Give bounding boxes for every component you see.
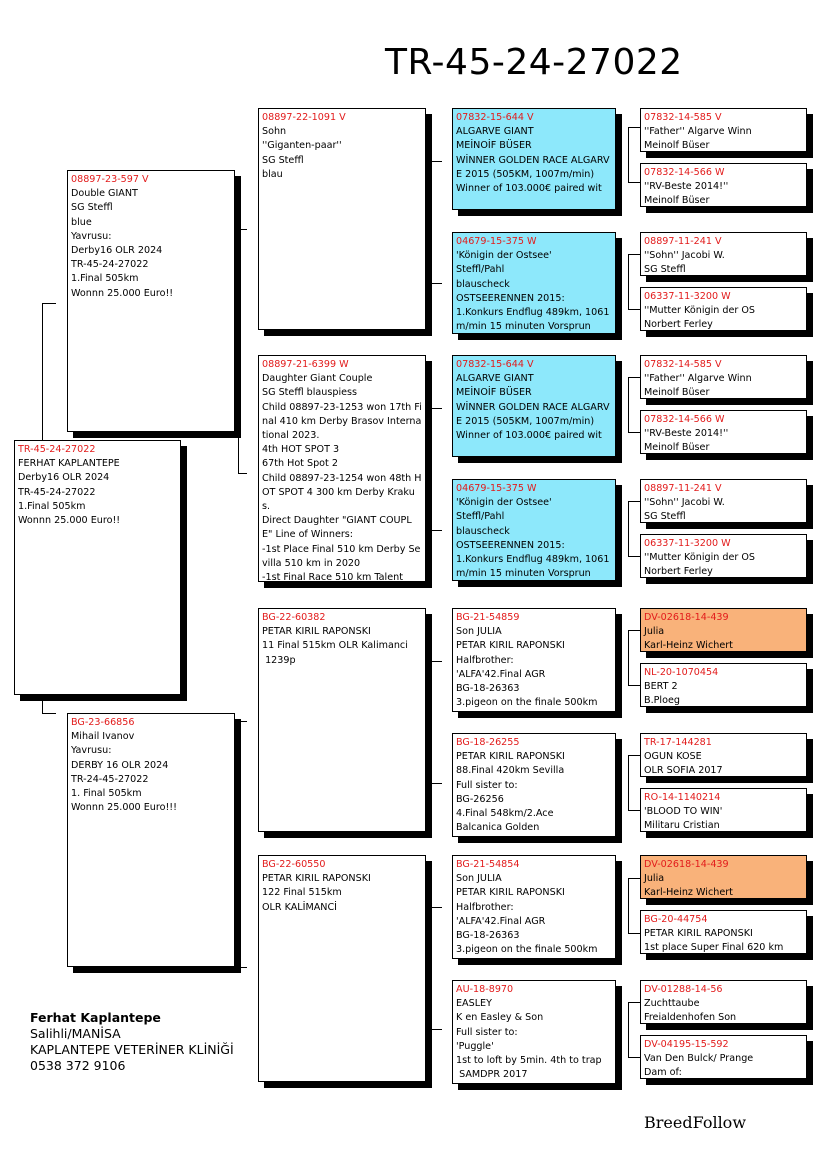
- pedigree-line: 3.pigeon on the finale 500km: [456, 697, 598, 709]
- pedigree-line: Wonnn 25.000 Euro!!: [71, 287, 174, 299]
- ring-number: 04679-15-375 W: [456, 483, 537, 494]
- pedigree-line: 4.Final 548km/2.Ace: [456, 808, 554, 820]
- ring-number: BG-18-26255: [456, 737, 520, 748]
- pedigree-line: Norbert Ferley: [644, 566, 713, 578]
- pedigree-line: Dam of:: [644, 1067, 682, 1079]
- ring-number: DV-04195-15-592: [644, 1039, 729, 1050]
- pedigree-line: 'Königin der Ostsee': [456, 497, 552, 509]
- owner-city: Salihli/MANİSA: [30, 1026, 121, 1041]
- ring-number: NL-20-1070454: [644, 667, 719, 678]
- pedigree-line: Winner of 103.000€ paired wit: [456, 183, 602, 195]
- pedigree-line: 88.Final 420km Sevilla: [456, 765, 565, 777]
- pedigree-line: blauscheck: [456, 525, 510, 537]
- pedigree-line: SAMDPR 2017: [456, 1069, 528, 1081]
- pedigree-line: Freialdenhofen Son: [644, 1012, 737, 1024]
- pedigree-line: ''Mutter Königin der OS: [644, 552, 755, 564]
- brand-logo: BreedFollow: [644, 1113, 747, 1132]
- pedigree-card-g4-8[interactable]: [640, 534, 807, 578]
- pedigree-line: ''Father'' Algarve Winn: [644, 126, 752, 138]
- pedigree-card-g4-7[interactable]: [640, 479, 807, 523]
- ring-number: BG-22-60550: [262, 859, 326, 870]
- pedigree-line: ''RV-Beste 2014!'': [644, 181, 729, 193]
- pedigree-card-sire-sire[interactable]: [258, 108, 426, 330]
- pedigree-line: -1st Place Final 510 km Derby Sevilla 510 km in 2020: [262, 543, 421, 569]
- pedigree-line: SG Steffl: [644, 264, 686, 276]
- pedigree-card-g4-2[interactable]: [640, 163, 807, 207]
- pedigree-card-g3-7[interactable]: [452, 855, 616, 959]
- ring-number: 07832-15-644 V: [456, 359, 534, 370]
- pedigree-line: 67th Hot Spot 2: [262, 458, 338, 470]
- pedigree-line: Son JULIA: [456, 626, 502, 638]
- pedigree-line: ''Sohn'' Jacobi W.: [644, 497, 725, 509]
- pedigree-line: TR-45-24-27022: [18, 486, 96, 498]
- ring-number: 06337-11-3200 W: [644, 291, 731, 302]
- pedigree-card-g4-4[interactable]: [640, 287, 807, 331]
- pedigree-line: 1.Konkurs Endflug 489km, 1061m/min 15 minuten Vorsprun: [456, 307, 610, 333]
- pedigree-card-dam-sire[interactable]: [258, 608, 426, 832]
- pedigree-line: 1st to loft by 5min. 4th to trap: [456, 1055, 602, 1067]
- pedigree-line: Julia: [644, 626, 665, 638]
- owner-info: [30, 1010, 234, 1074]
- ring-number: DV-02618-14-439: [644, 859, 729, 870]
- ring-number: 07832-14-566 W: [644, 414, 725, 425]
- pedigree-line: BERT 2: [644, 681, 678, 693]
- pedigree-line: Full sister to:: [456, 1026, 518, 1038]
- pedigree-line: Wonnn 25.000 Euro!!: [18, 515, 121, 527]
- pedigree-line: Militaru Cristian: [644, 820, 720, 832]
- pedigree-card-g3-5[interactable]: [452, 608, 616, 712]
- ring-number: 04679-15-375 W: [456, 236, 537, 247]
- owner-clinic: KAPLANTEPE VETERİNER KLİNİĞİ: [30, 1042, 234, 1057]
- pedigree-line: BG-18-26363: [456, 683, 520, 695]
- pedigree-line: Yavrusu:: [71, 745, 112, 757]
- pedigree-line: EASLEY: [456, 998, 492, 1010]
- pedigree-line: OLR SOFIA 2017: [644, 765, 723, 777]
- pedigree-card-g3-2[interactable]: [452, 232, 616, 334]
- pedigree-line: OSTSEERENNEN 2015:: [456, 292, 565, 304]
- pedigree-card-sire-dam[interactable]: [258, 355, 426, 582]
- pedigree-card-g4-11[interactable]: [640, 733, 807, 777]
- pedigree-line: Sohn: [262, 126, 287, 138]
- pedigree-line: PETAR KIRIL RAPONSKI: [456, 751, 565, 763]
- pedigree-line: DERBY 16 OLR 2024: [71, 759, 169, 771]
- pedigree-card-dam-dam[interactable]: [258, 855, 426, 1082]
- ring-number: BG-23-66856: [71, 717, 135, 728]
- pedigree-card-g4-12[interactable]: [640, 788, 807, 832]
- pedigree-line: ''Sohn'' Jacobi W.: [644, 250, 725, 262]
- pedigree-card-dam[interactable]: [67, 713, 235, 967]
- pedigree-line: K en Easley & Son: [456, 1012, 544, 1024]
- pedigree-card-g3-4[interactable]: [452, 479, 616, 581]
- pedigree-line: 4th HOT SPOT 3: [262, 444, 340, 456]
- pedigree-line: 1. Final 505km: [71, 788, 142, 800]
- pedigree-line: WİNNER GOLDEN RACE ALGARVE 2015 (505KM, 1007m/min): [456, 154, 610, 180]
- pedigree-card-g4-13[interactable]: [640, 855, 807, 899]
- pedigree-line: SG Steffl blauspiess: [262, 387, 358, 399]
- pedigree-card-g4-6[interactable]: [640, 410, 807, 454]
- pedigree-line: 1.Final 505km: [71, 273, 139, 285]
- pedigree-card-g4-15[interactable]: [640, 980, 807, 1024]
- pedigree-line: OGUN KOSE: [644, 751, 702, 763]
- pedigree-card-g3-3[interactable]: [452, 355, 616, 457]
- pedigree-line: MEİNOİF BÜSER: [456, 140, 532, 152]
- pedigree-line: ''Father'' Algarve Winn: [644, 373, 752, 385]
- pedigree-line: ''Giganten-paar'': [262, 140, 342, 152]
- pedigree-line: Full sister to:: [456, 779, 518, 791]
- pedigree-line: blue: [71, 216, 92, 228]
- ring-number: AU-18-8970: [456, 984, 514, 995]
- pedigree-line: -1st Final Race 510 km Talent: [262, 572, 403, 582]
- pedigree-card-subject[interactable]: [14, 440, 181, 695]
- pedigree-line: Yavrusu:: [71, 230, 112, 242]
- pedigree-line: blau: [262, 168, 283, 180]
- ring-number: TR-17-144281: [644, 737, 712, 748]
- ring-number: 07832-15-644 V: [456, 112, 534, 123]
- pedigree-line: 'BLOOD TO WIN': [644, 806, 723, 818]
- pedigree-line: PETAR KIRIL RAPONSKI: [262, 873, 371, 885]
- pedigree-line: 3.pigeon on the finale 500km: [456, 944, 598, 956]
- ring-number: 08897-11-241 V: [644, 483, 722, 494]
- pedigree-line: ''Mutter Königin der OS: [644, 305, 755, 317]
- pedigree-line: Derby16 OLR 2024: [71, 245, 163, 257]
- ring-number: BG-22-60382: [262, 612, 326, 623]
- pedigree-card-g4-10[interactable]: [640, 663, 807, 707]
- pedigree-line: SG Steffl: [71, 202, 113, 214]
- pedigree-line: MEİNOİF BÜSER: [456, 387, 532, 399]
- ring-number: 06337-11-3200 W: [644, 538, 731, 549]
- ring-number: 07832-14-566 W: [644, 167, 725, 178]
- ring-number: TR-45-24-27022: [18, 444, 96, 455]
- pedigree-line: TR-45-24-27022: [71, 259, 149, 271]
- ring-number: 07832-14-585 V: [644, 359, 722, 370]
- ring-number: DV-02618-14-439: [644, 612, 729, 623]
- pedigree-line: 'Königin der Ostsee': [456, 250, 552, 262]
- pedigree-line: Halfbrother:: [456, 901, 514, 913]
- pedigree-line: ALGARVE GIANT: [456, 126, 534, 138]
- pedigree-line: Steffl/Pahl: [456, 264, 505, 276]
- pedigree-line: PETAR KIRIL RAPONSKI: [644, 928, 753, 940]
- pedigree-line: Child 08897-23-1254 won 48th HOT SPOT 4 300 km Derby Krakus.: [262, 472, 422, 513]
- pedigree-line: ALGARVE GIANT: [456, 373, 534, 385]
- owner-phone: 0538 372 9106: [30, 1058, 126, 1073]
- ring-number: BG-21-54859: [456, 612, 520, 623]
- pedigree-line: Meinolf Büser: [644, 195, 710, 207]
- pedigree-card-g3-8[interactable]: [452, 980, 616, 1084]
- pedigree-line: Child 08897-23-1253 won 17th Final 410 km Derby Brasov International 2023.: [262, 401, 422, 442]
- pedigree-line: SG Steffl: [644, 511, 686, 523]
- pedigree-line: Wonnn 25.000 Euro!!!: [71, 802, 177, 814]
- pedigree-line: 11 Final 515km OLR Kalimanci: [262, 640, 408, 652]
- pedigree-card-g4-16[interactable]: [640, 1035, 807, 1079]
- pedigree-line: Meinolf Büser: [644, 442, 710, 454]
- pedigree-line: PETAR KIRIL RAPONSKI: [456, 640, 565, 652]
- pedigree-card-g4-9[interactable]: [640, 608, 807, 652]
- pedigree-line: PETAR KIRIL RAPONSKI: [262, 626, 371, 638]
- ring-number: 08897-23-597 V: [71, 174, 149, 185]
- pedigree-line: 1239p: [262, 654, 296, 666]
- pedigree-line: OSTSEERENNEN 2015:: [456, 539, 565, 551]
- pedigree-line: FERHAT KAPLANTEPE: [18, 458, 120, 470]
- pedigree-card-g4-3[interactable]: [640, 232, 807, 276]
- ring-number: BG-21-54854: [456, 859, 520, 870]
- pedigree-line: Van Den Bulck/ Prange: [644, 1053, 754, 1065]
- ring-number: 07832-14-585 V: [644, 112, 722, 123]
- pedigree-line: 122 Final 515km: [262, 887, 342, 899]
- pedigree-line: blauscheck: [456, 278, 510, 290]
- pedigree-line: 1.Final 505km: [18, 500, 86, 512]
- pedigree-line: WİNNER GOLDEN RACE ALGARVE 2015 (505KM, 1007m/min): [456, 401, 610, 427]
- pedigree-line: Norbert Ferley: [644, 319, 713, 331]
- pedigree-line: TR-24-45-27022: [71, 773, 149, 785]
- pedigree-card-sire[interactable]: [67, 170, 235, 432]
- ring-number: BG-20-44754: [644, 914, 708, 925]
- ring-number: DV-01288-14-56: [644, 984, 723, 995]
- pedigree-line: Meinolf Büser: [644, 387, 710, 399]
- pedigree-line: 1.Konkurs Endflug 489km, 1061m/min 15 minuten Vorsprun: [456, 554, 610, 580]
- pedigree-line: Karl-Heinz Wichert: [644, 640, 733, 652]
- pedigree-line: SG Steffl: [262, 154, 304, 166]
- pedigree-title: TR-45-24-27022: [385, 42, 683, 83]
- ring-number: 08897-22-1091 V: [262, 112, 346, 123]
- pedigree-card-g3-6[interactable]: [452, 733, 616, 837]
- ring-number: 08897-21-6399 W: [262, 359, 349, 370]
- pedigree-line: PETAR KIRIL RAPONSKI: [456, 887, 565, 899]
- owner-name: Ferhat Kaplantepe: [30, 1010, 161, 1025]
- pedigree-card-g4-5[interactable]: [640, 355, 807, 399]
- pedigree-line: Daughter Giant Couple: [262, 373, 373, 385]
- pedigree-line: Direct Daughter "GIANT COUPLE" Line of Winners:: [262, 515, 412, 541]
- pedigree-line: 'ALFA'42.Final AGR: [456, 668, 546, 680]
- pedigree-line: 'Puggle': [456, 1040, 494, 1052]
- pedigree-line: 1st place Super Final 620 km: [644, 942, 784, 954]
- pedigree-card-g4-1[interactable]: [640, 108, 807, 152]
- pedigree-line: BG-18-26363: [456, 930, 520, 942]
- pedigree-line: BG-26256: [456, 793, 504, 805]
- pedigree-card-g4-14[interactable]: [640, 910, 807, 954]
- pedigree-line: Steffl/Pahl: [456, 511, 505, 523]
- pedigree-line: Zuchttaube: [644, 998, 700, 1010]
- pedigree-line: B.Ploeg: [644, 695, 680, 707]
- pedigree-line: Son JULIA: [456, 873, 502, 885]
- pedigree-line: ''RV-Beste 2014!'': [644, 428, 729, 440]
- pedigree-line: 'ALFA'42.Final AGR: [456, 915, 546, 927]
- pedigree-line: Balcanica Golden: [456, 822, 540, 834]
- pedigree-line: OLR KALİMANCİ: [262, 901, 338, 913]
- pedigree-line: Double GIANT: [71, 188, 138, 200]
- pedigree-line: Mihail Ivanov: [71, 731, 135, 743]
- pedigree-line: Winner of 103.000€ paired wit: [456, 430, 602, 442]
- pedigree-card-g3-1[interactable]: [452, 108, 616, 210]
- ring-number: RO-14-1140214: [644, 792, 721, 803]
- pedigree-line: Derby16 OLR 2024: [18, 472, 110, 484]
- pedigree-line: Halfbrother:: [456, 654, 514, 666]
- pedigree-line: Meinolf Büser: [644, 140, 710, 152]
- pedigree-line: Julia: [644, 873, 665, 885]
- pedigree-line: Karl-Heinz Wichert: [644, 887, 733, 899]
- ring-number: 08897-11-241 V: [644, 236, 722, 247]
